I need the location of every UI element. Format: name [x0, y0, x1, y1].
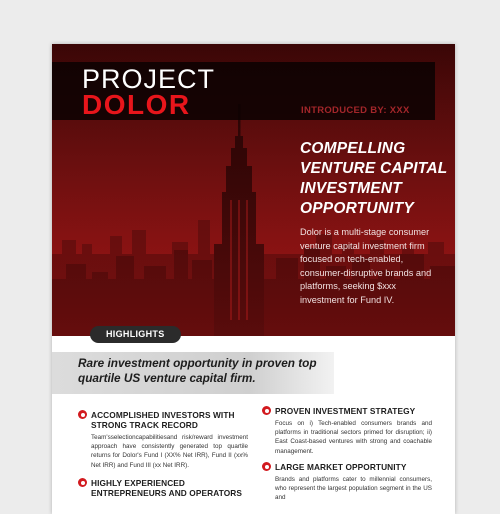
section-market-opportunity — [262, 462, 432, 503]
bullet-icon — [262, 462, 271, 471]
hero-section — [52, 44, 455, 336]
section-body: Focus on i) Tech-enabled consumers brands and platforms in traditional sectors primed for disruption; ii) East Coast-based ventures with strong and coachable management. — [275, 420, 432, 455]
section-body: Brands and platforms cater to millennial consumers, who represent the largest population segment in the US and — [275, 476, 432, 502]
section-investment-strategy — [262, 406, 432, 456]
hero-description: Dolor is a multi-stage consumer venture capital investment firm focused on tech-enabled, consumer-disruptive brands and platforms, seeking $xxx investment for Fund IV. — [300, 227, 432, 305]
section-title: HIGHLY EXPERIENCED ENTREPRENEURS AND OPERATORS — [91, 478, 242, 498]
section-title: PROVEN INVESTMENT STRATEGY — [275, 406, 416, 416]
section-body: Team'sselectioncapabilitiesand risk/reward investment approach have consistently generated top quartile returns for Dolor's Fund I (XX% Net IRR), Fund II (xx% Net IRR) and Fund III (xx Net IRR). — [91, 434, 248, 469]
section-accomplished-investors — [78, 410, 248, 470]
bullet-icon — [78, 478, 87, 487]
bullet-icon — [78, 410, 87, 419]
banner-text: Rare investment opportunity in proven top quartile US venture capital firm. — [78, 356, 317, 385]
introduced-by: INTRODUCED BY: XXX — [301, 105, 410, 116]
bullet-icon — [262, 406, 271, 415]
highlights-banner — [52, 352, 334, 394]
section-title: LARGE MARKET OPPORTUNITY — [275, 462, 407, 472]
hero-headline: COMPELLING VENTURE CAPITAL INVESTMENT OPPORTUNITY — [300, 140, 448, 217]
highlights-badge: HIGHLIGHTS — [90, 326, 181, 343]
project-title: PROJECT — [82, 64, 216, 94]
section-experienced-entrepreneurs — [78, 478, 248, 498]
project-name: DOLOR — [82, 89, 191, 120]
flyer-page — [52, 44, 455, 514]
section-title: ACCOMPLISHED INVESTORS WITH STRONG TRACK RECORD — [91, 410, 235, 430]
